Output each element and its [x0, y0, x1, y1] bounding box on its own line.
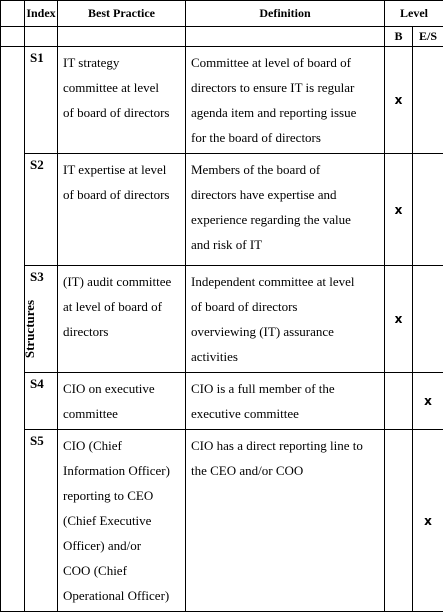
practice-line: IT strategy [63, 50, 182, 75]
subheader-row [1, 27, 443, 47]
level-b-mark: x [385, 154, 413, 266]
table-row [1, 373, 443, 430]
definition-cell [186, 430, 385, 612]
practice-line: CIO on executive [63, 376, 182, 401]
definition-line: experience regarding the value [191, 207, 381, 232]
definition-line: the CEO and/or COO [191, 458, 381, 483]
definition-line: CIO has a direct reporting line to [191, 433, 381, 458]
definition-line: Independent committee at level [191, 269, 381, 294]
definition-line: directors have expertise and [191, 182, 381, 207]
category-header [1, 1, 25, 27]
practice-line: (IT) audit committee [63, 269, 182, 294]
level-es-mark: x [413, 430, 443, 612]
table-row [1, 266, 443, 373]
header-row [1, 1, 443, 27]
practice-line: directors [63, 319, 182, 344]
definition-line: for the board of directors [191, 125, 381, 150]
row-index: S2 [25, 154, 58, 266]
definition-line: Members of the board of [191, 157, 381, 182]
practice-line: Operational Officer) [63, 583, 182, 608]
practice-cell [58, 154, 186, 266]
practice-cell [58, 430, 186, 612]
practice-line: Officer) and/or [63, 533, 182, 558]
practice-line: COO (Chief [63, 558, 182, 583]
row-index: S3 [25, 266, 58, 373]
definition-line: CIO is a full member of the [191, 376, 381, 401]
practice-line: IT expertise at level [63, 157, 182, 182]
index-header: Index [25, 1, 58, 27]
definition-line: and risk of IT [191, 232, 381, 257]
definition-cell [186, 266, 385, 373]
practice-line: at level of board of [63, 294, 182, 319]
level-es-header: E/S [413, 27, 443, 47]
definition-line: directors to ensure IT is regular [191, 75, 381, 100]
level-b-mark: x [385, 47, 413, 154]
definition-subheader-empty [186, 27, 385, 47]
table-row [1, 430, 443, 612]
practice-cell [58, 47, 186, 154]
table-row [1, 47, 443, 154]
practice-line: (Chief Executive [63, 508, 182, 533]
practice-line: committee at level [63, 75, 182, 100]
definition-line: activities [191, 344, 381, 369]
definition-cell [186, 154, 385, 266]
table-row [1, 154, 443, 266]
practice-line: of board of directors [63, 100, 182, 125]
level-b-mark [385, 430, 413, 612]
level-es-mark: x [413, 373, 443, 430]
row-index: S5 [25, 430, 58, 612]
row-index: S1 [25, 47, 58, 154]
definition-line: overviewing (IT) assurance [191, 319, 381, 344]
index-subheader-empty [25, 27, 58, 47]
definition-line: agenda item and reporting issue [191, 100, 381, 125]
best-practice-header: Best Practice [58, 1, 186, 27]
category-label: Structures [22, 300, 38, 358]
definition-line: Committee at level of board of [191, 50, 381, 75]
level-es-mark [413, 266, 443, 373]
row-index: S4 [25, 373, 58, 430]
level-es-mark [413, 154, 443, 266]
level-b-mark [385, 373, 413, 430]
definition-line: of board of directors [191, 294, 381, 319]
level-b-mark: x [385, 266, 413, 373]
practice-cell [58, 373, 186, 430]
practice-subheader-empty [58, 27, 186, 47]
practice-line: Information Officer) [63, 458, 182, 483]
category-subheader-empty [1, 27, 25, 47]
practice-line: of board of directors [63, 182, 182, 207]
practice-line: CIO (Chief [63, 433, 182, 458]
practice-line: reporting to CEO [63, 483, 182, 508]
level-b-header: B [385, 27, 413, 47]
level-es-mark [413, 47, 443, 154]
definition-cell [186, 47, 385, 154]
practice-line: committee [63, 401, 182, 426]
definition-cell [186, 373, 385, 430]
category-cell [1, 47, 25, 612]
definition-header: Definition [186, 1, 385, 27]
definition-line: executive committee [191, 401, 381, 426]
level-header: Level [385, 1, 443, 27]
practice-cell [58, 266, 186, 373]
